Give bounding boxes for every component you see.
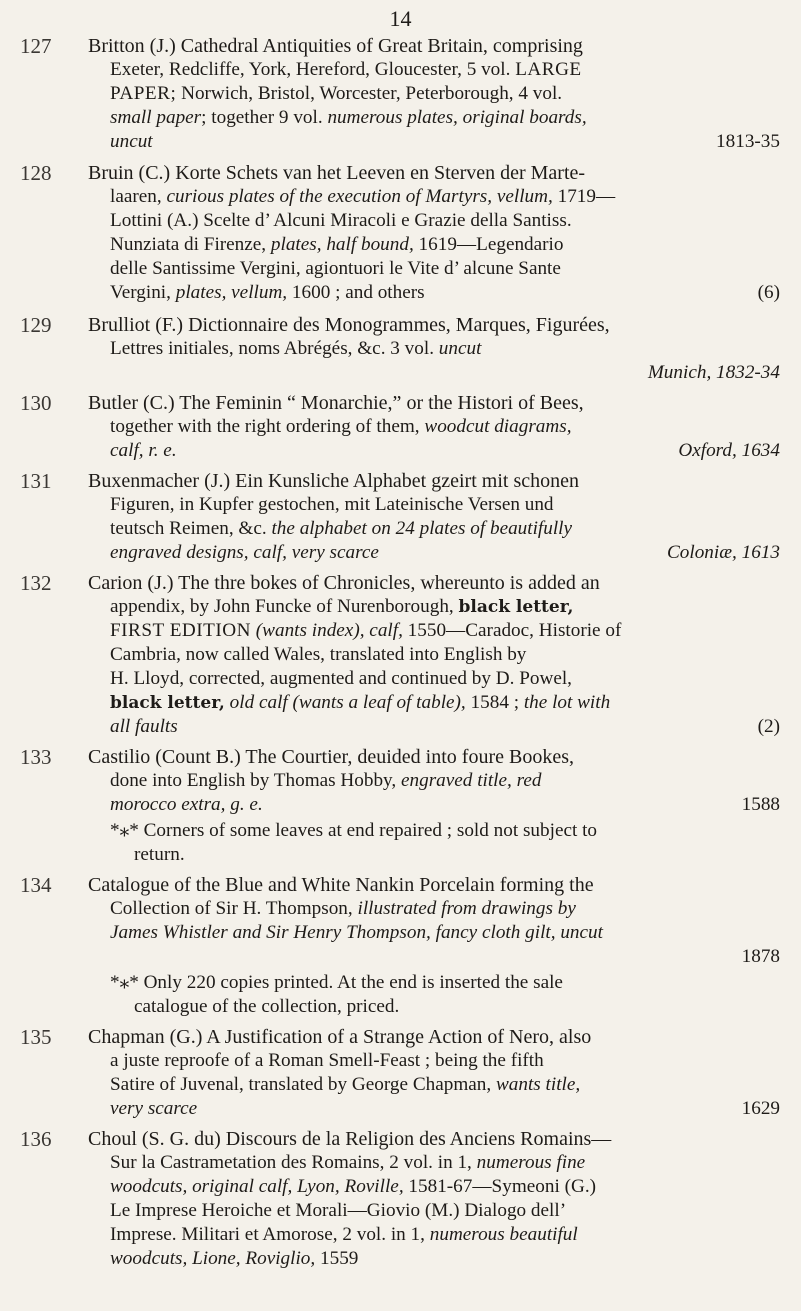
text-run: teutsch Reimen, &c. [110,518,267,539]
text-run: illustrated from drawings by [357,898,576,919]
entry-date: 1588 [741,794,780,815]
text-run: PAPER; [110,83,177,104]
list-item [20,873,780,1019]
list-item [20,745,780,867]
entry-line [88,1097,780,1121]
entry-text [88,571,780,739]
entry-line: Cambria, now called Wales, translated into English by [110,644,527,665]
text-run: calf, r. e. [110,440,177,461]
text-run: uncut [438,338,482,359]
text-run: small paper [110,107,202,128]
text-run: Exeter, Redcliffe, York, Hereford, Gloucester, 5 vol. [110,59,511,80]
entry-line: Le Imprese Heroiche et Morali—Giovio (M.) Dialogo dell’ [110,1200,567,1221]
entry-line [88,793,780,817]
list-item [20,313,780,385]
entry-text [88,745,780,867]
text-run: together with the right ordering of them, [110,416,420,437]
lot-number: 133 [20,745,52,769]
note-line: return. [134,844,185,865]
lot-number: 136 [20,1127,52,1151]
entry-line [88,337,780,361]
entry-line: H. Lloyd, corrected, augmented and continued by D. Powel, [110,668,572,689]
entry-line: Lottini (A.) Scelte d’ Alcuni Miracoli e Grazie della Santiss. [110,210,572,231]
list-item [20,469,780,565]
note-line: *⁎* Corners of some leaves at end repaired ; sold not subject to [110,820,598,841]
text-run: woodcuts, Lione, Roviglio, [110,1248,316,1269]
entry-line [88,541,780,565]
entry-line: James Whistler and Sir Henry Thompson, fancy cloth gilt, uncut [110,922,603,943]
text-run: curious plates of the execution of Martyrs, vellum, [166,186,553,207]
entry-line [88,517,780,541]
text-run: plates, vellum, [175,282,288,303]
text-run: the alphabet on 24 plates of beautifully [271,518,573,539]
text-run: plates, half bound, [270,234,414,255]
text-run: 1600 ; and others [291,282,425,303]
entry-line [88,897,780,921]
entry-text [88,873,780,1019]
entry-line [88,106,780,130]
text-run: numerous beautiful [429,1224,578,1245]
lot-number: 135 [20,1025,52,1049]
entry-line [88,595,780,619]
entry-line [88,1073,780,1097]
entry-list [20,34,780,1281]
lot-number: 134 [20,873,52,897]
text-run: Nunziata di Firenze, [110,234,267,255]
lot-number: 128 [20,161,52,185]
lot-number: 129 [20,313,52,337]
text-run: numerous fine [476,1152,586,1173]
entry-text [88,1127,780,1271]
text-run: very scarce [110,1098,198,1119]
list-item [20,571,780,739]
text-run: FIRST EDITION [110,620,251,641]
text-run: 1619—Legendario [418,234,564,255]
text-run: 1581-67—Symeoni (G.) [408,1176,597,1197]
entry-line: delle Santissime Vergini, agiontuori le Vite d’ alcune Sante [110,258,561,279]
text-run: laaren, [110,186,162,207]
text-run: the lot with [523,692,611,713]
list-item [20,391,780,463]
entry-line [88,233,780,257]
entry-line [88,415,780,439]
entry-line: Chapman (G.) A Justification of a Strange Action of Nero, also [88,1026,592,1048]
text-run: wants title, [495,1074,581,1095]
entry-date: 1878 [741,946,780,967]
text-run: done into English by Thomas Hobby, [110,770,397,791]
entry-line [88,769,780,793]
entry-line [88,1247,780,1271]
text-run: ; together 9 vol. [201,107,323,128]
entry-line [88,715,780,739]
text-run: Sur la Castrametation des Romains, 2 vol. in 1, [110,1152,472,1173]
entry-text [88,313,780,385]
entry-line [88,619,780,643]
entry-text [88,34,780,154]
lot-number: 127 [20,34,52,58]
entry-note [88,819,780,867]
entry-text [88,391,780,463]
entry-line: Bruin (C.) Korte Schets van het Leeven en Sterven der Marte- [88,162,586,184]
text-run: 1550—Caradoc, Historie of [407,620,622,641]
entry-line [88,82,780,106]
text-run: black letter, [458,597,574,617]
entry-date: Oxford, 1634 [678,440,780,461]
text-run: black letter, [110,693,225,713]
entry-line [88,691,780,715]
text-run: all faults [110,716,178,737]
entry-text [88,161,780,305]
text-run: Satire of Juvenal, translated by George Chapman, [110,1074,492,1095]
entry-line: Britton (J.) Cathedral Antiquities of Great Britain, comprising [88,35,583,57]
lot-number: 131 [20,469,52,493]
entry-line: Figuren, in Kupfer gestochen, mit Lateinische Versen und [110,494,554,515]
entry-date: (6) [757,282,780,303]
text-run: 1559 [320,1248,359,1269]
text-run: woodcut diagrams, [424,416,572,437]
entry-line [88,1175,780,1199]
list-item [20,1025,780,1121]
text-run: uncut [110,131,153,152]
text-run: morocco extra, g. e. [110,794,263,815]
entry-date: 1629 [741,1098,780,1119]
entry-text [88,1025,780,1121]
entry-line: Buxenmacher (J.) Ein Kunsliche Alphabet gzeirt mit schonen [88,470,579,492]
entry-line [88,1151,780,1175]
entry-line [88,361,780,385]
list-item [20,34,780,154]
entry-line: Catalogue of the Blue and White Nankin Porcelain forming the [88,874,594,896]
entry-date: Munich, 1832-34 [647,362,780,383]
text-run: 1584 ; [470,692,520,713]
text-run: LARGE [515,59,582,80]
entry-line [88,439,780,463]
entry-line: Castilio (Count B.) The Courtier, deuided into foure Bookes, [88,746,574,768]
text-run: Collection of Sir H. Thompson, [110,898,353,919]
note-line: catalogue of the collection, priced. [134,996,400,1017]
entry-line: Butler (C.) The Feminin “ Monarchie,” or the Histori of Bees, [88,392,584,414]
entry-line [88,130,780,154]
entry-line [88,185,780,209]
text-run: engraved designs, calf, very scarce [110,542,379,563]
entry-line: a juste reproofe of a Roman Smell-Feast ; being the fifth [110,1050,544,1071]
entry-text [88,469,780,565]
entry-date: 1813-35 [716,131,780,152]
note-line: *⁎* Only 220 copies printed. At the end is inserted the sale [110,972,563,993]
list-item [20,1127,780,1271]
text-run: (wants index), calf, [255,620,403,641]
entry-line [88,1223,780,1247]
lot-number: 132 [20,571,52,595]
list-item [20,161,780,305]
text-run: Norwich, Bristol, Worcester, Peterborough, 4 vol. [181,83,563,104]
text-run: Vergini, [110,282,171,303]
lot-number: 130 [20,391,52,415]
text-run: Lettres initiales, noms Abrégés, &c. 3 vol. [110,338,434,359]
text-run: Imprese. Militari et Amorose, 2 vol. in 1, [110,1224,425,1245]
entry-line: Choul (S. G. du) Discours de la Religion des Anciens Romains— [88,1128,612,1150]
text-run: appendix, by John Funcke of Nurenborough, [110,596,454,617]
text-run: engraved title, red [401,770,542,791]
text-run: numerous plates, original boards, [327,107,587,128]
page-number: 14 [389,6,412,31]
entry-note [88,971,780,1019]
entry-line [88,945,780,969]
text-run: old calf (wants a leaf of table), [229,692,466,713]
entry-date: (2) [757,716,780,737]
text-run: 1719— [557,186,616,207]
entry-date: Coloniæ, 1613 [666,542,780,563]
entry-line: Brulliot (F.) Dictionnaire des Monogrammes, Marques, Figurées, [88,314,610,336]
entry-line [88,281,780,305]
entry-line: Carion (J.) The thre bokes of Chronicles, whereunto is added an [88,572,600,594]
text-run: woodcuts, original calf, Lyon, Roville, [110,1176,404,1197]
entry-line [88,58,780,82]
